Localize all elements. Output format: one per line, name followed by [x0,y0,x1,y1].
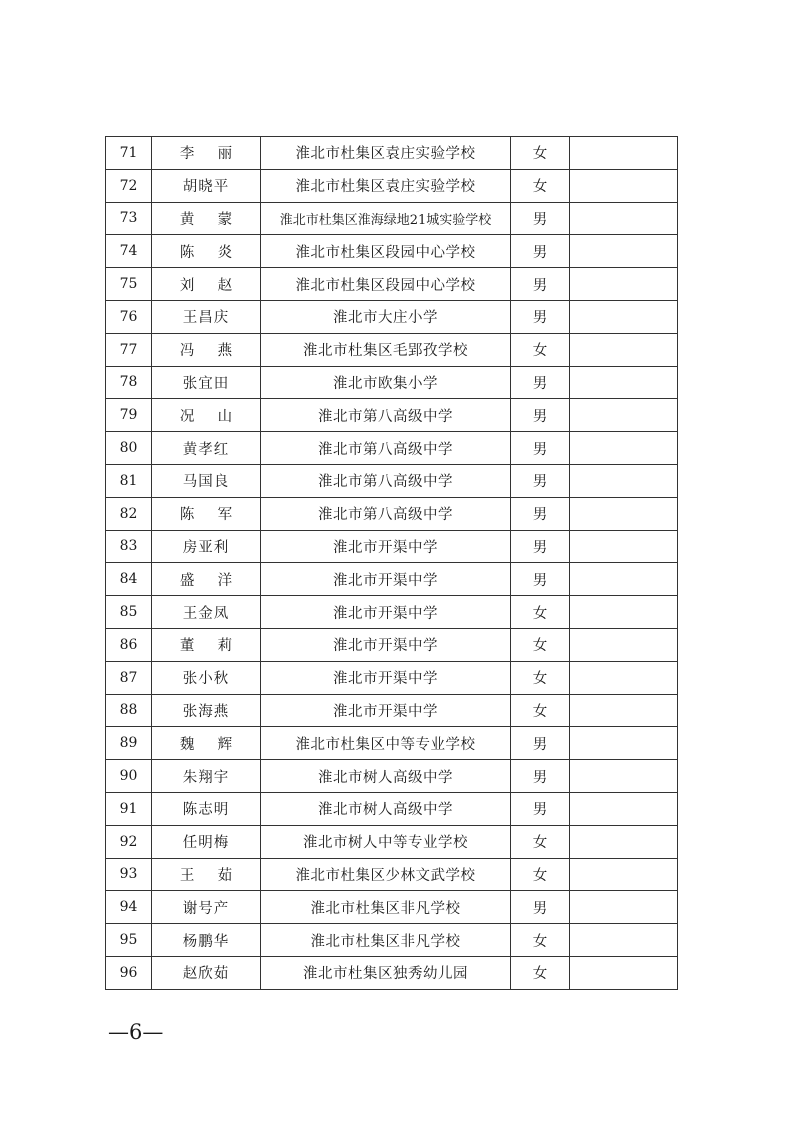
person-name-cell: 张宜田 [152,366,261,399]
table-row [106,464,678,497]
gender-cell: 女 [511,956,570,989]
school-cell: 淮北市开渠中学 [261,661,511,694]
table-row [106,858,678,891]
row-number-cell: 92 [106,825,152,858]
school-cell: 淮北市杜集区少林文武学校 [261,858,511,891]
person-name-cell: 王金凤 [152,596,261,629]
school-cell: 淮北市杜集区段园中心学校 [261,235,511,268]
table-row [106,333,678,366]
row-number-cell: 81 [106,464,152,497]
gender-cell: 男 [511,727,570,760]
person-name-cell: 盛 洋 [152,563,261,596]
remark-cell [570,727,678,760]
table-row [106,300,678,333]
school-cell: 淮北市开渠中学 [261,628,511,661]
row-number-cell: 79 [106,399,152,432]
table-row [106,825,678,858]
school-cell: 淮北市开渠中学 [261,530,511,563]
table-row [106,596,678,629]
remark-cell [570,268,678,301]
remark-cell [570,825,678,858]
remark-cell [570,956,678,989]
school-cell: 淮北市开渠中学 [261,563,511,596]
person-name-cell: 杨鹏华 [152,924,261,957]
gender-cell: 女 [511,858,570,891]
school-cell: 淮北市杜集区独秀幼儿园 [261,956,511,989]
school-cell: 淮北市第八高级中学 [261,432,511,465]
remark-cell [570,628,678,661]
school-cell: 淮北市大庄小学 [261,300,511,333]
person-name-cell: 陈志明 [152,792,261,825]
person-name-cell: 黄孝红 [152,432,261,465]
person-name-cell: 王昌庆 [152,300,261,333]
person-name-cell: 董 莉 [152,628,261,661]
gender-cell: 男 [511,399,570,432]
person-name-cell: 房亚利 [152,530,261,563]
person-name-cell: 赵欣茹 [152,956,261,989]
gender-cell: 男 [511,760,570,793]
table-row [106,727,678,760]
table-row [106,169,678,202]
table-row [106,268,678,301]
gender-cell: 女 [511,333,570,366]
gender-cell: 女 [511,694,570,727]
gender-cell: 女 [511,825,570,858]
person-name-cell: 谢号产 [152,891,261,924]
row-number-cell: 88 [106,694,152,727]
person-name-cell: 胡晓平 [152,169,261,202]
roster-table [105,136,678,990]
row-number-cell: 86 [106,628,152,661]
page-number: —6— [108,1020,164,1044]
school-cell: 淮北市第八高级中学 [261,497,511,530]
gender-cell: 男 [511,202,570,235]
table-row [106,563,678,596]
school-cell: 淮北市树人高级中学 [261,760,511,793]
gender-cell: 男 [511,366,570,399]
person-name-cell: 张海燕 [152,694,261,727]
remark-cell [570,333,678,366]
school-cell: 淮北市杜集区中等专业学校 [261,727,511,760]
gender-cell: 女 [511,924,570,957]
gender-cell: 女 [511,596,570,629]
gender-cell: 女 [511,137,570,170]
gender-cell: 女 [511,169,570,202]
table-row [106,235,678,268]
remark-cell [570,300,678,333]
person-name-cell: 魏 辉 [152,727,261,760]
row-number-cell: 80 [106,432,152,465]
gender-cell: 男 [511,300,570,333]
row-number-cell: 87 [106,661,152,694]
person-name-cell: 李 丽 [152,137,261,170]
table-row [106,661,678,694]
gender-cell: 男 [511,530,570,563]
row-number-cell: 95 [106,924,152,957]
table-row [106,399,678,432]
gender-cell: 男 [511,235,570,268]
row-number-cell: 85 [106,596,152,629]
gender-cell: 女 [511,628,570,661]
row-number-cell: 89 [106,727,152,760]
person-name-cell: 马国良 [152,464,261,497]
remark-cell [570,169,678,202]
table-row [106,432,678,465]
person-name-cell: 张小秋 [152,661,261,694]
school-cell: 淮北市杜集区非凡学校 [261,924,511,957]
school-cell: 淮北市杜集区袁庄实验学校 [261,169,511,202]
remark-cell [570,858,678,891]
school-cell: 淮北市第八高级中学 [261,399,511,432]
table-row [106,792,678,825]
person-name-cell: 陈 军 [152,497,261,530]
gender-cell: 男 [511,563,570,596]
row-number-cell: 93 [106,858,152,891]
school-cell: 淮北市杜集区段园中心学校 [261,268,511,301]
row-number-cell: 74 [106,235,152,268]
row-number-cell: 90 [106,760,152,793]
school-cell: 淮北市开渠中学 [261,596,511,629]
school-cell: 淮北市开渠中学 [261,694,511,727]
remark-cell [570,563,678,596]
roster-table-body [106,137,678,990]
remark-cell [570,530,678,563]
row-number-cell: 84 [106,563,152,596]
table-row [106,760,678,793]
row-number-cell: 77 [106,333,152,366]
row-number-cell: 94 [106,891,152,924]
person-name-cell: 况 山 [152,399,261,432]
remark-cell [570,235,678,268]
table-row [106,366,678,399]
person-name-cell: 朱翔宇 [152,760,261,793]
remark-cell [570,596,678,629]
school-cell: 淮北市杜集区非凡学校 [261,891,511,924]
table-row [106,891,678,924]
remark-cell [570,891,678,924]
row-number-cell: 75 [106,268,152,301]
row-number-cell: 78 [106,366,152,399]
row-number-cell: 73 [106,202,152,235]
gender-cell: 男 [511,891,570,924]
person-name-cell: 刘 赵 [152,268,261,301]
table-row [106,694,678,727]
table-row [106,530,678,563]
school-cell: 淮北市树人高级中学 [261,792,511,825]
school-cell: 淮北市欧集小学 [261,366,511,399]
school-cell: 淮北市杜集区袁庄实验学校 [261,137,511,170]
table-row [106,497,678,530]
school-cell: 淮北市杜集区毛郢孜学校 [261,333,511,366]
remark-cell [570,497,678,530]
gender-cell: 男 [511,268,570,301]
remark-cell [570,399,678,432]
remark-cell [570,792,678,825]
person-name-cell: 陈 炎 [152,235,261,268]
row-number-cell: 91 [106,792,152,825]
row-number-cell: 76 [106,300,152,333]
gender-cell: 女 [511,661,570,694]
row-number-cell: 82 [106,497,152,530]
gender-cell: 男 [511,792,570,825]
gender-cell: 男 [511,432,570,465]
row-number-cell: 83 [106,530,152,563]
person-name-cell: 冯 燕 [152,333,261,366]
person-name-cell: 任明梅 [152,825,261,858]
remark-cell [570,464,678,497]
remark-cell [570,760,678,793]
person-name-cell: 王 茹 [152,858,261,891]
school-cell: 淮北市杜集区淮海绿地21城实验学校 [261,202,511,235]
row-number-cell: 71 [106,137,152,170]
gender-cell: 男 [511,464,570,497]
table-row [106,202,678,235]
school-cell: 淮北市树人中等专业学校 [261,825,511,858]
school-cell: 淮北市第八高级中学 [261,464,511,497]
row-number-cell: 96 [106,956,152,989]
remark-cell [570,137,678,170]
table-row [106,137,678,170]
remark-cell [570,432,678,465]
table-row [106,924,678,957]
remark-cell [570,202,678,235]
person-name-cell: 黄 蒙 [152,202,261,235]
row-number-cell: 72 [106,169,152,202]
remark-cell [570,366,678,399]
gender-cell: 男 [511,497,570,530]
table-row [106,956,678,989]
table-row [106,628,678,661]
remark-cell [570,661,678,694]
remark-cell [570,924,678,957]
remark-cell [570,694,678,727]
